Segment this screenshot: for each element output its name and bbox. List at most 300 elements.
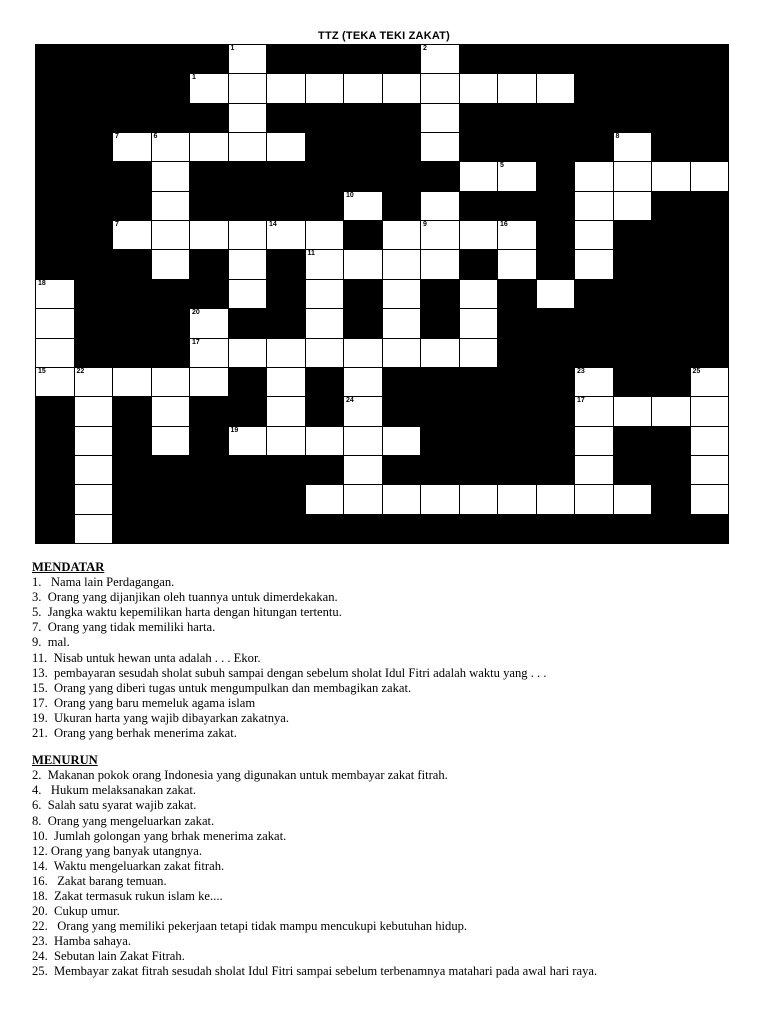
grid-cell-black: [344, 133, 382, 161]
grid-cell-white[interactable]: [229, 280, 267, 308]
grid-cell-white[interactable]: [691, 162, 729, 190]
grid-cell-black: [537, 339, 575, 367]
cell-number: 5: [500, 162, 504, 170]
grid-cell-black: [344, 309, 382, 337]
grid-cell-black: [537, 456, 575, 484]
grid-cell-white[interactable]: [267, 427, 305, 455]
grid-cell-white[interactable]: [691, 485, 729, 513]
grid-cell-white[interactable]: [306, 74, 344, 102]
grid-cell-white[interactable]: [152, 192, 190, 220]
cell-number: 8: [615, 133, 620, 141]
mendatar-heading: MENDATAR: [32, 560, 105, 574]
grid-cell-black: [152, 515, 190, 543]
grid-cell-black: [691, 250, 729, 278]
grid-cell-black: [498, 104, 536, 132]
grid-cell-white[interactable]: [306, 309, 344, 337]
grid-cell-white[interactable]: [75, 427, 113, 455]
grid-cell-black: [652, 250, 690, 278]
menurun-clue: 4. Hukum melaksanakan zakat.: [32, 783, 197, 798]
grid-cell-black: [344, 45, 382, 73]
grid-cell-white[interactable]: [306, 221, 344, 249]
grid-cell-black: [190, 427, 228, 455]
grid-cell-black: [229, 456, 267, 484]
grid-cell-black: [229, 397, 267, 425]
grid-cell-black: [691, 339, 729, 367]
grid-cell-white[interactable]: [498, 250, 536, 278]
grid-cell-black: [498, 45, 536, 73]
grid-cell-white[interactable]: [460, 280, 498, 308]
grid-cell-black: [652, 309, 690, 337]
cell-number: 25: [692, 367, 701, 375]
grid-cell-black: [113, 456, 151, 484]
grid-cell-black: [36, 397, 74, 425]
cell-number: 10: [346, 191, 354, 199]
grid-cell-black: [113, 485, 151, 513]
grid-cell-black: [652, 485, 690, 513]
grid-cell-white[interactable]: [421, 192, 459, 220]
grid-cell-black: [460, 515, 498, 543]
grid-cell-white[interactable]: [383, 221, 421, 249]
grid-cell-white[interactable]: [190, 309, 228, 337]
grid-cell-black: [267, 45, 305, 73]
grid-cell-white[interactable]: [267, 221, 305, 249]
grid-cell-white[interactable]: [190, 221, 228, 249]
grid-cell-black: [498, 427, 536, 455]
menurun-clue: 6. Salah satu syarat wajib zakat.: [32, 798, 197, 813]
grid-cell-black: [113, 280, 151, 308]
grid-cell-white[interactable]: [344, 456, 382, 484]
grid-cell-white[interactable]: [229, 221, 267, 249]
grid-cell-black: [652, 339, 690, 367]
cell-number: 20: [192, 309, 200, 317]
grid-cell-white[interactable]: [575, 456, 613, 484]
grid-cell-black: [652, 104, 690, 132]
cell-number: 18: [38, 279, 46, 287]
menurun-clue: 20. Cukup umur.: [32, 904, 120, 919]
grid-cell-black: [113, 250, 151, 278]
grid-cell-white[interactable]: [229, 250, 267, 278]
mendatar-clue: 19. Ukuran harta yang wajib dibayarkan zakatnya.: [32, 710, 290, 725]
grid-cell-black: [190, 456, 228, 484]
cell-number: 22: [76, 367, 85, 375]
grid-cell-white[interactable]: [229, 339, 267, 367]
grid-cell-black: [36, 45, 74, 73]
grid-cell-black: [575, 133, 613, 161]
grid-cell-black: [36, 133, 74, 161]
grid-cell-black: [460, 397, 498, 425]
grid-cell-black: [460, 427, 498, 455]
grid-cell-black: [152, 485, 190, 513]
grid-cell-white[interactable]: [383, 427, 421, 455]
grid-cell-white[interactable]: [421, 104, 459, 132]
cell-number: 1: [192, 74, 196, 82]
grid-cell-white[interactable]: [537, 280, 575, 308]
grid-cell-black: [498, 368, 536, 396]
grid-cell-black: [113, 192, 151, 220]
grid-cell-white[interactable]: [229, 133, 267, 161]
cell-number: 23: [577, 367, 585, 375]
cell-number: 9: [423, 221, 427, 229]
grid-cell-white[interactable]: [460, 309, 498, 337]
grid-cell-white[interactable]: [460, 162, 498, 190]
grid-cell-white[interactable]: [152, 397, 190, 425]
grid-cell-white[interactable]: [575, 162, 613, 190]
grid-cell-white[interactable]: [421, 339, 459, 367]
grid-cell-black: [229, 485, 267, 513]
grid-cell-white[interactable]: [575, 485, 613, 513]
grid-cell-black: [652, 74, 690, 102]
grid-cell-white[interactable]: [190, 368, 228, 396]
grid-cell-black: [498, 133, 536, 161]
grid-cell-white[interactable]: [190, 133, 228, 161]
grid-cell-black: [152, 280, 190, 308]
grid-cell-black: [267, 192, 305, 220]
cell-number: 11: [307, 250, 315, 258]
grid-cell-black: [75, 133, 113, 161]
grid-cell-black: [691, 515, 729, 543]
grid-cell-black: [575, 339, 613, 367]
grid-cell-white[interactable]: [152, 133, 190, 161]
grid-cell-black: [614, 250, 652, 278]
grid-cell-white[interactable]: [113, 368, 151, 396]
grid-cell-white[interactable]: [537, 485, 575, 513]
grid-cell-white[interactable]: [460, 485, 498, 513]
clues-section: [32, 560, 752, 980]
grid-cell-white[interactable]: [691, 368, 729, 396]
grid-cell-black: [614, 515, 652, 543]
mendatar-clue-list: [32, 575, 752, 741]
grid-cell-black: [383, 515, 421, 543]
grid-cell-black: [75, 45, 113, 73]
grid-cell-white[interactable]: [152, 221, 190, 249]
grid-cell-black: [36, 74, 74, 102]
grid-cell-black: [383, 192, 421, 220]
grid-cell-white[interactable]: [344, 427, 382, 455]
cell-number: 6: [153, 133, 158, 141]
grid-cell-white[interactable]: [421, 74, 459, 102]
grid-cell-white[interactable]: [344, 485, 382, 513]
cell-number: 17: [577, 397, 585, 405]
cell-number: 14: [269, 221, 277, 229]
menurun-clue: 23. Hamba sahaya.: [32, 934, 131, 949]
grid-cell-black: [306, 192, 344, 220]
grid-cell-white[interactable]: [575, 221, 613, 249]
grid-cell-black: [614, 280, 652, 308]
grid-cell-white[interactable]: [36, 309, 74, 337]
menurun-clue: 8. Orang yang mengeluarkan zakat.: [32, 813, 215, 828]
grid-cell-black: [421, 162, 459, 190]
grid-cell-white[interactable]: [460, 339, 498, 367]
grid-cell-white[interactable]: [75, 397, 113, 425]
grid-cell-white[interactable]: [575, 427, 613, 455]
grid-cell-white[interactable]: [421, 133, 459, 161]
grid-cell-black: [575, 74, 613, 102]
grid-cell-black: [421, 515, 459, 543]
grid-cell-white[interactable]: [36, 339, 74, 367]
grid-cell-white[interactable]: [229, 45, 267, 73]
grid-cell-black: [421, 397, 459, 425]
grid-cell-black: [36, 456, 74, 484]
cell-number: 15: [38, 367, 46, 375]
grid-cell-black: [691, 133, 729, 161]
grid-cell-black: [537, 309, 575, 337]
grid-cell-white[interactable]: [113, 221, 151, 249]
grid-cell-black: [537, 515, 575, 543]
grid-cell-white[interactable]: [344, 339, 382, 367]
grid-cell-black: [652, 368, 690, 396]
grid-cell-white[interactable]: [575, 368, 613, 396]
grid-cell-black: [652, 192, 690, 220]
grid-cell-black: [344, 515, 382, 543]
grid-cell-black: [306, 397, 344, 425]
grid-cell-black: [113, 397, 151, 425]
grid-cell-white[interactable]: [306, 280, 344, 308]
grid-cell-white[interactable]: [460, 221, 498, 249]
cell-number: 7: [115, 221, 119, 229]
grid-cell-white[interactable]: [344, 250, 382, 278]
grid-cell-white[interactable]: [498, 74, 536, 102]
grid-cell-white[interactable]: [152, 250, 190, 278]
grid-cell-black: [75, 309, 113, 337]
grid-cell-white[interactable]: [344, 368, 382, 396]
grid-cell-black: [36, 104, 74, 132]
grid-cell-white[interactable]: [691, 397, 729, 425]
grid-cell-white[interactable]: [652, 162, 690, 190]
grid-cell-black: [652, 221, 690, 249]
grid-cell-black: [267, 280, 305, 308]
menurun-clue: 22. Orang yang memiliki pekerjaan tetapi tidak mampu mencukupi kebutuhan hidup.: [32, 919, 468, 934]
page-title: TTZ (TEKA TEKI ZAKAT): [318, 30, 450, 42]
grid-cell-black: [152, 456, 190, 484]
grid-cell-white[interactable]: [383, 485, 421, 513]
grid-cell-black: [36, 162, 74, 190]
menurun-clue: 25. Membayar zakat fitrah sesudah sholat Idul Fitri sampai sebelum terbenamnya matahari pada awal hari raya.: [32, 964, 598, 979]
grid-cell-black: [537, 162, 575, 190]
grid-cell-white[interactable]: [383, 250, 421, 278]
grid-cell-white[interactable]: [152, 427, 190, 455]
grid-cell-black: [306, 104, 344, 132]
grid-cell-white[interactable]: [498, 221, 536, 249]
grid-cell-black: [498, 397, 536, 425]
grid-cell-black: [537, 368, 575, 396]
grid-cell-white[interactable]: [614, 162, 652, 190]
grid-cell-black: [113, 162, 151, 190]
menurun-clue: 12. Orang yang banyak utangnya.: [32, 843, 202, 858]
grid-cell-white[interactable]: [614, 192, 652, 220]
grid-cell-black: [267, 162, 305, 190]
grid-cell-white[interactable]: [113, 133, 151, 161]
grid-cell-white[interactable]: [306, 427, 344, 455]
grid-cell-black: [344, 162, 382, 190]
grid-cell-black: [113, 104, 151, 132]
grid-cell-black: [113, 74, 151, 102]
mendatar-clue: 1. Nama lain Perdagangan.: [32, 575, 175, 590]
mendatar-clue: 15. Orang yang diberi tugas untuk mengumpulkan dan membagikan zakat.: [32, 680, 412, 695]
grid-cell-white[interactable]: [229, 427, 267, 455]
grid-cell-white[interactable]: [306, 339, 344, 367]
grid-cell-black: [36, 250, 74, 278]
grid-cell-white[interactable]: [152, 368, 190, 396]
grid-cell-black: [36, 427, 74, 455]
grid-cell-black: [537, 397, 575, 425]
grid-cell-black: [460, 456, 498, 484]
menurun-clue: 14. Waktu mengeluarkan zakat fitrah.: [32, 858, 225, 873]
grid-cell-white[interactable]: [421, 45, 459, 73]
cell-number: 17: [192, 338, 200, 346]
grid-cell-black: [344, 221, 382, 249]
grid-cell-black: [691, 280, 729, 308]
grid-cell-black: [383, 162, 421, 190]
grid-cell-white[interactable]: [421, 221, 459, 249]
grid-cell-black: [652, 133, 690, 161]
grid-cell-white[interactable]: [229, 104, 267, 132]
cell-number: 7: [115, 133, 119, 141]
menurun-clue: 18. Zakat termasuk rukun islam ke....: [32, 888, 223, 903]
grid-cell-white[interactable]: [691, 427, 729, 455]
grid-cell-white[interactable]: [75, 368, 113, 396]
grid-cell-black: [691, 45, 729, 73]
grid-cell-white[interactable]: [75, 456, 113, 484]
menurun-clue: 24. Sebutan lain Zakat Fitrah.: [32, 949, 185, 964]
cell-number: 2: [423, 45, 427, 52]
grid-cell-black: [575, 515, 613, 543]
grid-cell-black: [113, 515, 151, 543]
grid-cell-black: [421, 427, 459, 455]
grid-cell-white[interactable]: [267, 74, 305, 102]
mendatar-clue: 7. Orang yang tidak memiliki harta.: [32, 620, 216, 635]
grid-cell-white[interactable]: [267, 133, 305, 161]
grid-cell-black: [383, 456, 421, 484]
grid-cell-black: [75, 104, 113, 132]
grid-cell-black: [306, 456, 344, 484]
grid-cell-white[interactable]: [383, 74, 421, 102]
grid-cell-black: [306, 162, 344, 190]
mendatar-clue: 17. Orang yang baru memeluk agama islam: [32, 695, 256, 710]
grid-cell-white[interactable]: [75, 515, 113, 543]
grid-cell-black: [614, 104, 652, 132]
grid-cell-black: [421, 280, 459, 308]
mendatar-clue: 13. pembayaran sesudah sholat subuh sampai dengan sebelum sholat Idul Fitri adalah waktu yang . . .: [32, 665, 547, 680]
grid-cell-white[interactable]: [36, 280, 74, 308]
grid-cell-black: [344, 104, 382, 132]
grid-cell-black: [537, 192, 575, 220]
grid-cell-white[interactable]: [267, 368, 305, 396]
grid-cell-black: [306, 45, 344, 73]
grid-cell-white[interactable]: [190, 339, 228, 367]
grid-cell-white[interactable]: [267, 339, 305, 367]
grid-cell-black: [614, 45, 652, 73]
grid-cell-black: [614, 456, 652, 484]
grid-cell-white[interactable]: [498, 485, 536, 513]
grid-cell-black: [460, 250, 498, 278]
grid-cell-white[interactable]: [344, 397, 382, 425]
grid-cell-white[interactable]: [344, 192, 382, 220]
grid-cell-white[interactable]: [498, 162, 536, 190]
grid-cell-black: [306, 133, 344, 161]
grid-cell-black: [537, 104, 575, 132]
grid-cell-white[interactable]: [344, 74, 382, 102]
grid-cell-white[interactable]: [383, 309, 421, 337]
grid-cell-black: [537, 221, 575, 249]
grid-cell-black: [190, 162, 228, 190]
grid-cell-black: [152, 309, 190, 337]
grid-cell-white[interactable]: [575, 397, 613, 425]
grid-cell-black: [190, 104, 228, 132]
grid-cell-black: [498, 309, 536, 337]
grid-cell-white[interactable]: [575, 250, 613, 278]
grid-cell-black: [152, 74, 190, 102]
grid-cell-white[interactable]: [421, 485, 459, 513]
grid-cell-white[interactable]: [383, 339, 421, 367]
grid-cell-black: [691, 74, 729, 102]
menurun-heading: MENURUN: [32, 753, 98, 768]
grid-cell-black: [190, 485, 228, 513]
grid-cell-white[interactable]: [652, 397, 690, 425]
grid-cell-black: [614, 221, 652, 249]
grid-cell-black: [152, 45, 190, 73]
cell-number: 1: [230, 45, 235, 52]
grid-cell-white[interactable]: [460, 74, 498, 102]
grid-cell-black: [652, 280, 690, 308]
grid-cell-black: [498, 456, 536, 484]
grid-cell-white[interactable]: [614, 485, 652, 513]
grid-cell-white[interactable]: [36, 368, 74, 396]
grid-cell-white[interactable]: [229, 74, 267, 102]
grid-cell-black: [575, 104, 613, 132]
grid-cell-white[interactable]: [691, 456, 729, 484]
grid-cell-black: [614, 339, 652, 367]
grid-cell-black: [113, 339, 151, 367]
grid-cell-black: [383, 368, 421, 396]
grid-cell-white[interactable]: [267, 397, 305, 425]
grid-cell-white[interactable]: [152, 162, 190, 190]
menurun-clue-list: [32, 768, 752, 979]
grid-cell-white[interactable]: [75, 485, 113, 513]
grid-cell-white[interactable]: [614, 133, 652, 161]
grid-cell-black: [229, 368, 267, 396]
grid-cell-white[interactable]: [537, 74, 575, 102]
grid-cell-black: [75, 74, 113, 102]
grid-cell-black: [190, 515, 228, 543]
grid-cell-black: [383, 104, 421, 132]
grid-cell-white[interactable]: [421, 250, 459, 278]
grid-cell-white[interactable]: [614, 397, 652, 425]
grid-cell-black: [36, 221, 74, 249]
grid-cell-black: [383, 45, 421, 73]
grid-cell-black: [267, 309, 305, 337]
grid-cell-black: [306, 368, 344, 396]
grid-cell-white[interactable]: [306, 485, 344, 513]
cell-number: 19: [230, 426, 239, 434]
grid-cell-white[interactable]: [383, 280, 421, 308]
grid-cell-black: [36, 485, 74, 513]
grid-cell-black: [460, 45, 498, 73]
mendatar-clue: 3. Orang yang dijanjikan oleh tuannya untuk dimerdekakan.: [32, 590, 338, 605]
grid-cell-white[interactable]: [190, 74, 228, 102]
grid-cell-black: [575, 45, 613, 73]
grid-cell-white[interactable]: [575, 192, 613, 220]
crossword-grid: [35, 44, 729, 544]
grid-cell-black: [190, 192, 228, 220]
grid-cell-black: [498, 515, 536, 543]
grid-cell-black: [691, 309, 729, 337]
grid-cell-black: [383, 133, 421, 161]
grid-cell-black: [75, 280, 113, 308]
grid-cell-black: [575, 280, 613, 308]
grid-cell-black: [113, 45, 151, 73]
grid-cell-black: [498, 339, 536, 367]
grid-cell-white[interactable]: [306, 250, 344, 278]
